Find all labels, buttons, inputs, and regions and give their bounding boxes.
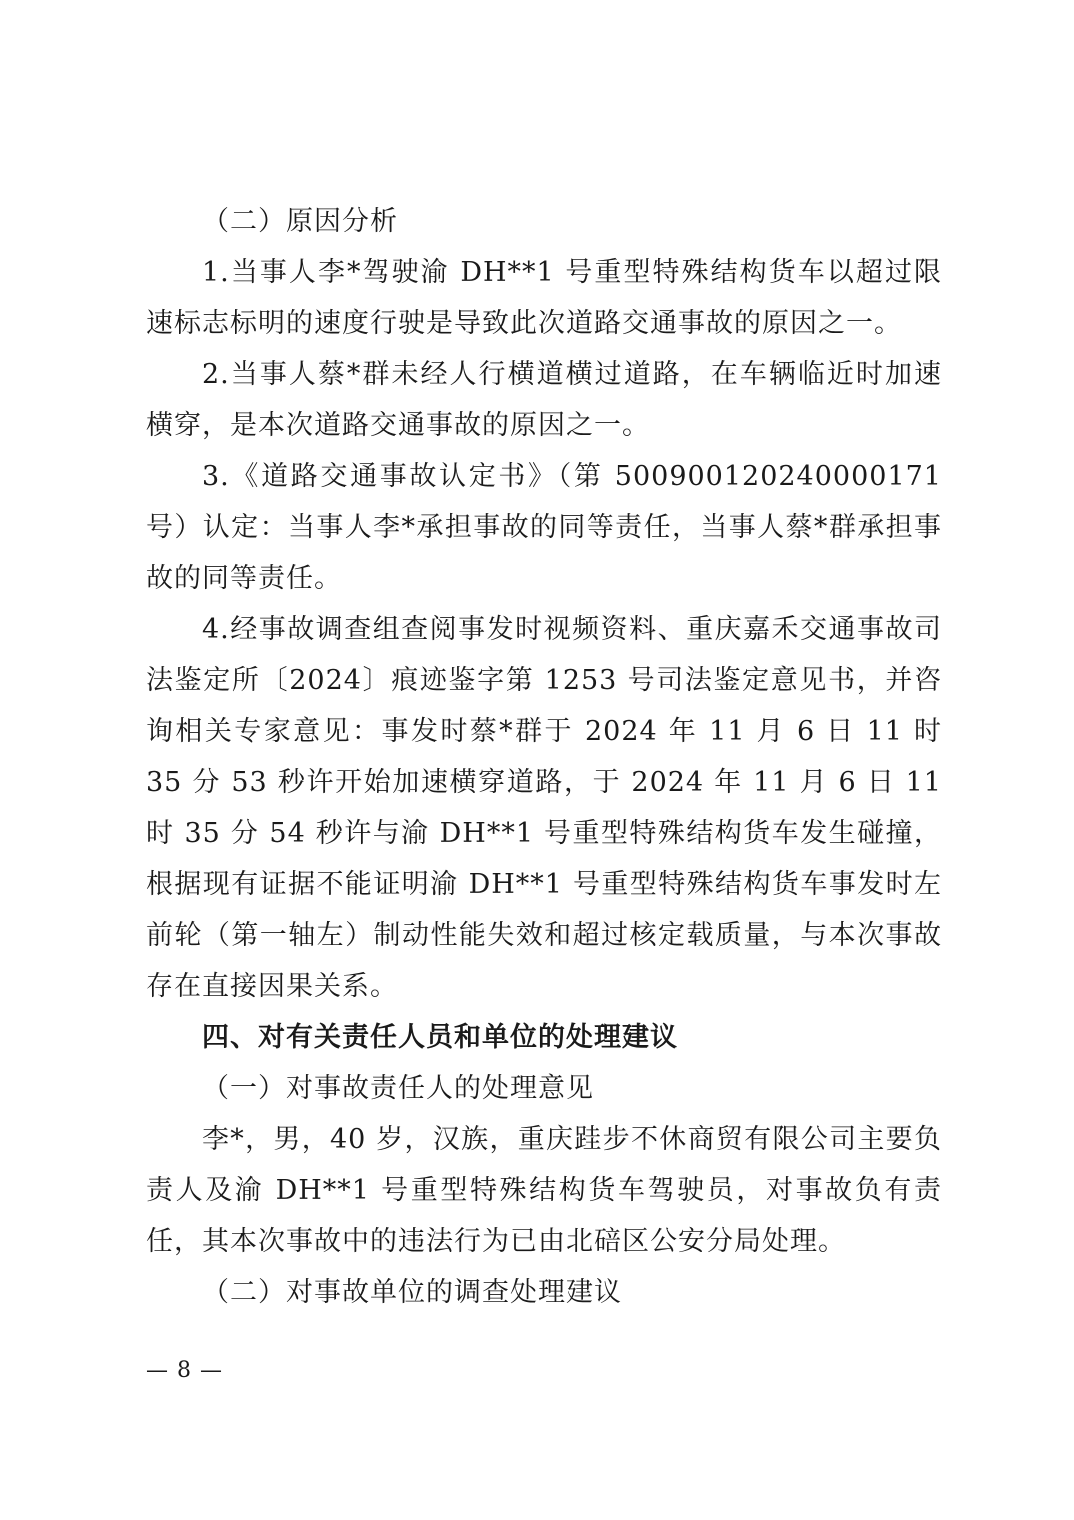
subheading-responsible-unit: （二）对事故单位的调查处理建议 [202,1277,622,1308]
section-heading-handling-suggestions: 四、对有关责任人员和单位的处理建议 [202,1022,678,1053]
cause-paragraph-1: 1.当事人李*驾驶渝 DH**1 号重型特殊结构货车以超过限速标志标明的速度行驶是导致此次道路交通事故的原因之一。 [146,257,942,339]
responsible-person-paragraph: 李*，男，40 岁，汉族，重庆跬步不休商贸有限公司主要负责人及渝 DH**1 号重型特殊结构货车驾驶员，对事故负有责任，其本次事故中的违法行为已由北碚区公安分局处理。 [146,1124,942,1257]
cause-paragraph-3: 3.《道路交通事故认定书》（第 500900120240000171 号）认定：当事人李*承担事故的同等责任，当事人蔡*群承担事故的同等责任。 [146,461,942,594]
cause-paragraph-2: 2.当事人蔡*群未经人行横道横过道路，在车辆临近时加速横穿，是本次道路交通事故的原因之一。 [146,359,942,441]
document-body [146,196,942,1318]
subheading-responsible-person: （一）对事故责任人的处理意见 [202,1073,594,1104]
page-number: — 8 — [146,1358,223,1383]
subheading-cause-analysis: （二）原因分析 [202,206,398,237]
cause-paragraph-4: 4.经事故调查组查阅事发时视频资料、重庆嘉禾交通事故司法鉴定所〔2024〕痕迹鉴字第 1253 号司法鉴定意见书，并咨询相关专家意见：事发时蔡*群于 2024 年 11 月 6 日 11 时 35 分 53 秒许开始加速横穿道路，于 2024 年 11 月 6 日 11 时 35 分 54 秒许与渝 DH**1 号重型特殊结构货车发生碰撞，根据现有证据不能证明渝 DH**1 号重型特殊结构货车事发时左前轮（第一轴左）制动性能失效和超过核定载质量，与本次事故存在直接因果关系。 [146,614,942,1002]
